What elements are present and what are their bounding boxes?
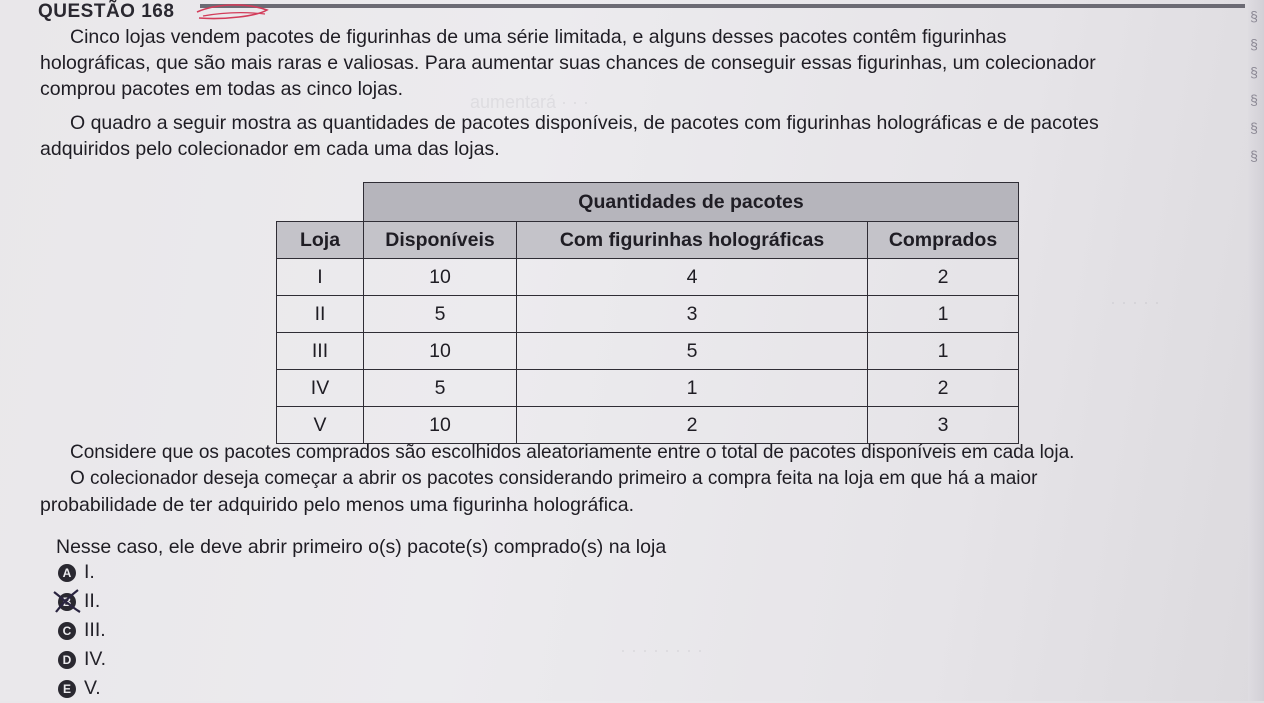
table-cell-holograficas: 4 — [517, 259, 868, 296]
pen-mark-icon — [50, 586, 86, 616]
edge-decoration: § § § § § § — [1246, 8, 1262, 168]
table-cell-comprados: 1 — [868, 333, 1019, 370]
column-header-holograficas: Com figurinhas holográficas — [517, 222, 868, 259]
prompt-line: Nesse caso, ele deve abrir primeiro o(s) pacote(s) comprado(s) na loja — [56, 536, 667, 558]
header-rule — [200, 4, 1245, 8]
table-row — [277, 259, 1019, 296]
table-cell-loja: IV — [277, 370, 364, 407]
option-text: V. — [84, 677, 101, 699]
option-letter-badge: C — [58, 622, 76, 640]
intro-paragraph — [40, 24, 1252, 102]
consider-paragraph — [40, 440, 1252, 466]
question-prompt — [56, 534, 1264, 560]
column-header-comprados: Comprados — [868, 222, 1019, 259]
option-letter-badge: B — [58, 593, 76, 611]
table-cell-disponiveis: 10 — [364, 407, 517, 444]
table-cell-disponiveis: 10 — [364, 333, 517, 370]
option-letter-badge: E — [58, 680, 76, 698]
question-header — [0, 0, 1264, 22]
packs-table — [276, 182, 1019, 444]
option-c[interactable] — [58, 616, 106, 645]
table-cell-disponiveis: 5 — [364, 296, 517, 333]
table-cell-holograficas: 1 — [517, 370, 868, 407]
show-through-text: · · · · · · · · — [620, 640, 703, 660]
option-e[interactable] — [58, 674, 106, 703]
table-cell-loja: V — [277, 407, 364, 444]
table-cell-comprados: 2 — [868, 370, 1019, 407]
goal-line: probabilidade de ter adquirido pelo menos uma figurinha holográfica. — [40, 494, 635, 516]
table-intro-line: O quadro a seguir mostra as quantidades de pacotes disponíveis, de pacotes com figurinhas holográficas e de pacotes — [70, 112, 1099, 134]
option-text: II. — [84, 590, 101, 612]
table-cell-comprados: 3 — [868, 407, 1019, 444]
table-cell-loja: II — [277, 296, 364, 333]
table-cell-holograficas: 3 — [517, 296, 868, 333]
column-header-loja: Loja — [277, 222, 364, 259]
table-cell-loja: III — [277, 333, 364, 370]
table-header-row — [277, 222, 1019, 259]
consider-line: Considere que os pacotes comprados são escolhidos aleatoriamente entre o total de pacotes disponíveis em cada loja. — [70, 442, 1075, 463]
show-through-text: · · · · · — [1110, 292, 1160, 312]
table-row — [277, 296, 1019, 333]
pen-underline-mark — [195, 0, 275, 24]
table-row — [277, 370, 1019, 407]
goal-paragraph — [40, 466, 1252, 518]
option-letter-badge: D — [58, 651, 76, 669]
option-text: III. — [84, 619, 106, 641]
column-header-disponiveis: Disponíveis — [364, 222, 517, 259]
table-cell-loja: I — [277, 259, 364, 296]
table-row — [277, 407, 1019, 444]
table-group-header-row — [277, 183, 1019, 222]
question-title: QUESTÃO 168 — [38, 1, 175, 22]
table-blank-corner — [277, 183, 364, 222]
goal-line: O colecionador deseja começar a abrir os pacotes considerando primeiro a compra feita na loja em que há a maior — [70, 468, 1038, 489]
table-cell-comprados: 2 — [868, 259, 1019, 296]
option-letter-badge: A — [58, 564, 76, 582]
intro-line: holográficas, que são mais raras e valiosas. Para aumentar suas chances de conseguir essas figurinhas, um colecionador — [40, 52, 1096, 74]
page-edge — [1248, 0, 1264, 701]
table-cell-holograficas: 2 — [517, 407, 868, 444]
table-cell-disponiveis: 10 — [364, 259, 517, 296]
answer-options — [58, 558, 106, 703]
option-a[interactable] — [58, 558, 106, 587]
table-row — [277, 333, 1019, 370]
intro-line: comprou pacotes em todas as cinco lojas. — [40, 78, 404, 100]
show-through-text: aumentará · · · — [470, 92, 590, 112]
option-d[interactable] — [58, 645, 106, 674]
table-intro-line: adquiridos pelo colecionador em cada uma das lojas. — [40, 138, 500, 160]
table-group-header: Quantidades de pacotes — [364, 183, 1019, 222]
intro-line: Cinco lojas vendem pacotes de figurinhas de uma série limitada, e alguns desses pacotes contêm figurinhas — [70, 26, 1007, 48]
table-cell-comprados: 1 — [868, 296, 1019, 333]
option-text: I. — [84, 561, 95, 583]
option-text: IV. — [84, 648, 107, 670]
table-cell-holograficas: 5 — [517, 333, 868, 370]
table-cell-disponiveis: 5 — [364, 370, 517, 407]
table-intro-paragraph — [40, 110, 1252, 162]
